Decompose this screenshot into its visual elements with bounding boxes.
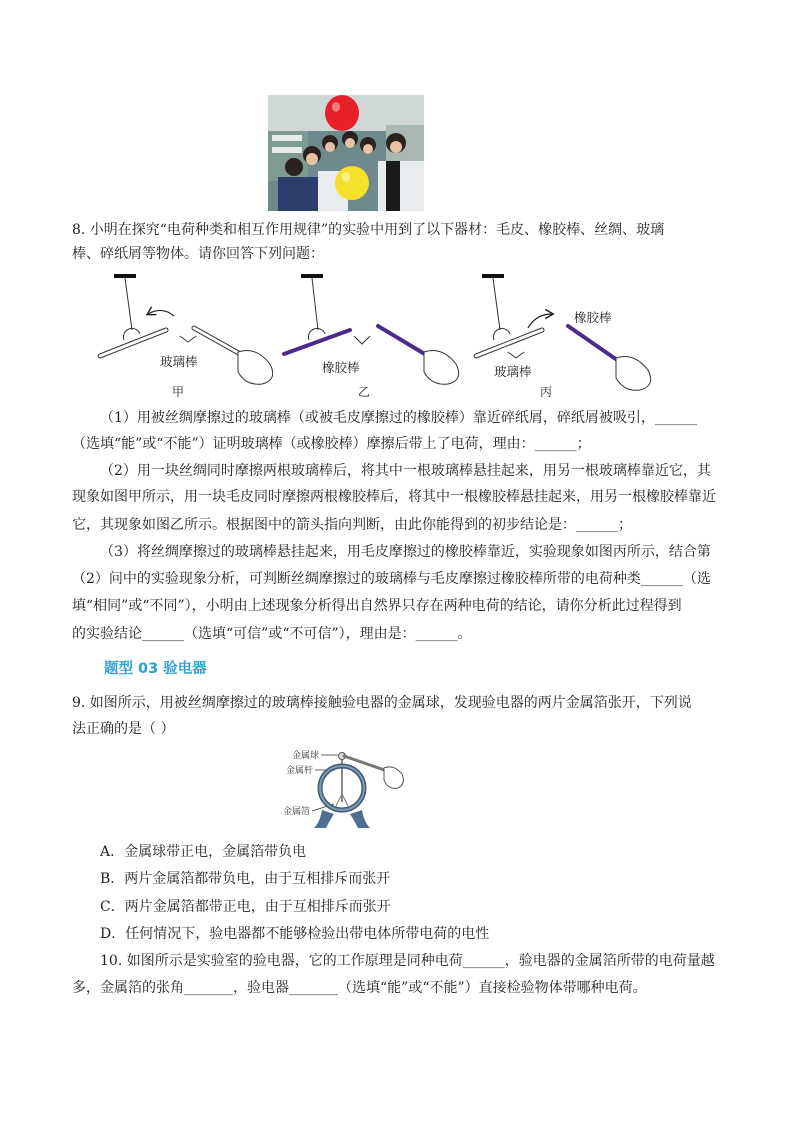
q8-part1-line2: （选填“能”或“不能”）证明玻璃棒（或橡胶棒）摩擦后带上了电荷，理由：______；	[72, 436, 591, 452]
q10-line1: 10. 如图所示是实验室的验电器，它的工作原理是同种电荷______，验电器的金属箔所带的电荷量越	[100, 953, 715, 969]
q8-stem-line1: 8. 小明在探究“电荷种类和相互作用规律”的实验中用到了以下器材：毛皮、橡胶棒、丝绸、玻璃	[72, 222, 665, 238]
q8-part3-line1: （3）将丝绸摩擦过的玻璃棒悬挂起来，用毛皮摩擦过的橡胶棒靠近，实验现象如图丙所示，结合第	[100, 544, 711, 560]
q9-stem-line2: 法正确的是（ ）	[72, 721, 175, 737]
q9-option-b[interactable]: B．两片金属箔都带负电，由于互相排斥而张开	[100, 871, 391, 887]
q8-part3-line2: （2）问中的实验现象分析，可判断丝绸摩擦过的玻璃棒与毛皮摩擦过橡胶棒所带的电荷种类______（选	[72, 571, 711, 587]
q8-part2-line2: 现象如图甲所示，用一块毛皮同时摩擦两根橡胶棒后，将其中一根橡胶棒悬挂起来，用另一根橡胶棒靠近	[72, 489, 716, 505]
panel-yi	[284, 274, 459, 399]
panel-bing	[476, 274, 651, 399]
q9-stem-line1: 9. 如图所示，用被丝绸摩擦过的玻璃棒接触验电器的金属球，发现验电器的两片金属箔张开，下列说	[72, 695, 692, 711]
label-rubber-rod-yi: 橡胶棒	[322, 360, 360, 375]
section-heading: 题型 03 验电器	[104, 661, 207, 677]
q10-line2: 多，金属箔的张角_______，验电器_______（选填“能”或“不能”）直接检验物体带哪种电荷。	[72, 980, 647, 996]
label-metal-foil: 金属箔	[283, 807, 311, 817]
q9-option-a[interactable]: A．金属球带正电，金属箔带负电	[100, 844, 307, 860]
q8-part3-line4: 的实验结论______（选填“可信”或“不可信”），理由是：______。	[72, 626, 472, 642]
q8-part3-line3: 填“相同”或“不同”），小明由上述现象分析得出自然界只存在两种电荷的结论，请你分析此过程得到	[72, 598, 682, 614]
label-metal-rod: 金属杆	[286, 766, 314, 776]
label-yi: 乙	[358, 385, 371, 399]
label-glass-rod-bing: 玻璃棒	[494, 364, 532, 379]
q8-stem-line2: 棒、碎纸屑等物体。请你回答下列问题：	[72, 246, 324, 262]
q9-option-d[interactable]: D．任何情况下，验电器都不能够检验出带电体所带电荷的电性	[100, 926, 490, 942]
q8-figure-rods	[96, 268, 666, 400]
q8-part2-line1: （2）用一块丝绸同时摩擦两根玻璃棒后，将其中一根玻璃棒悬挂起来，用另一根玻璃棒靠近它，其	[100, 463, 711, 479]
q9-option-c[interactable]: C．两片金属箔都带正电，由于互相排斥而张开	[100, 899, 391, 915]
label-jia: 甲	[172, 385, 185, 399]
q8-part2-line3: 它，其现象如图乙所示。根据图中的箭头指向判断，由此你能得到的初步结论是：______；	[72, 517, 632, 533]
q8-part1-line1: （1）用被丝绸摩擦过的玻璃棒（或被毛皮摩擦过的橡胶棒）靠近碎纸屑，碎纸屑被吸引，______	[100, 410, 697, 426]
q9-electroscope-figure	[280, 744, 408, 832]
label-bing: 丙	[540, 385, 553, 399]
label-metal-ball: 金属球	[292, 751, 320, 761]
label-rubber-rod-bing: 橡胶棒	[574, 310, 612, 325]
panel-jia	[100, 274, 273, 399]
label-glass-rod-jia: 玻璃棒	[160, 354, 198, 369]
students-balloon-photo	[268, 95, 424, 211]
